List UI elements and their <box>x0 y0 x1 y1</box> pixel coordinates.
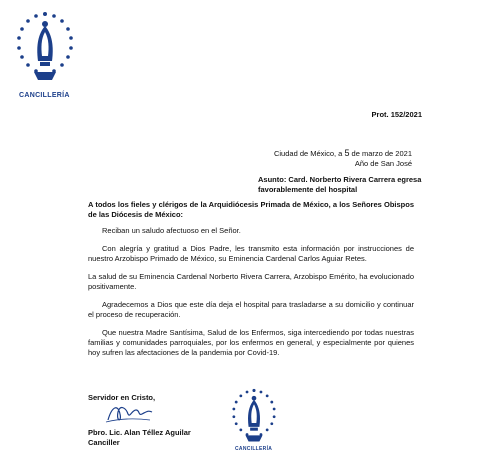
date-rest: de marzo de 2021 <box>349 149 412 158</box>
closing: Servidor en Cristo, <box>88 393 156 402</box>
paragraph: Reciban un saludo afectuoso en el Señor. <box>102 226 241 235</box>
paragraph: La salud de su Eminencia Cardenal Norberto Rivera Carrera, Arzobispo Emérito, ha evolucionado positivamente. <box>88 272 414 291</box>
year-name: Año de San José <box>354 159 412 168</box>
date-place: Ciudad de México, a <box>273 149 345 158</box>
paragraph: Que nuestra Madre Santísima, Salud de los Enfermos, siga intercediendo por todas nuestras familias y comunidades parroquiales, por los enfermos en general, y especialmente por quienes hoy sufren las afectaciones de la pandemia por Covid-19. <box>88 328 414 357</box>
archdiocese-seal-icon <box>230 384 278 448</box>
date-day: 5 <box>344 148 350 158</box>
signer-title: Canciller <box>88 438 120 447</box>
archdiocese-seal-icon <box>14 6 76 88</box>
signature-icon <box>104 400 154 426</box>
dateline <box>274 148 412 169</box>
signer-block <box>88 428 191 448</box>
signer-name: Pbro. Lic. Alan Téllez Aguilar <box>88 428 191 437</box>
letter-body <box>88 200 414 366</box>
chancery-label: CANCILLERÍA <box>19 92 70 99</box>
greeting: A todos los fieles y clérigos de la Arquidiócesis Primada de México, a los Señores Obispos de las Diócesis de México: <box>88 200 414 219</box>
chancery-label: CANCILLERÍA <box>235 446 273 452</box>
paragraph: Con alegría y gratitud a Dios Padre, les transmito esta información por instrucciones de nuestro Arzobispo Primado de México, su Eminencia Cardenal Carlos Aguiar Retes. <box>88 244 414 263</box>
subject-line: Asunto: Card. Norberto Rivera Carrera egresa favorablemente del hospital <box>258 175 422 194</box>
protocol-number: Prot. 152/2021 <box>371 110 422 119</box>
paragraph: Agradecemos a Dios que este día deja el hospital para trasladarse a su domicilio y continuar el proceso de recuperación. <box>88 300 414 319</box>
